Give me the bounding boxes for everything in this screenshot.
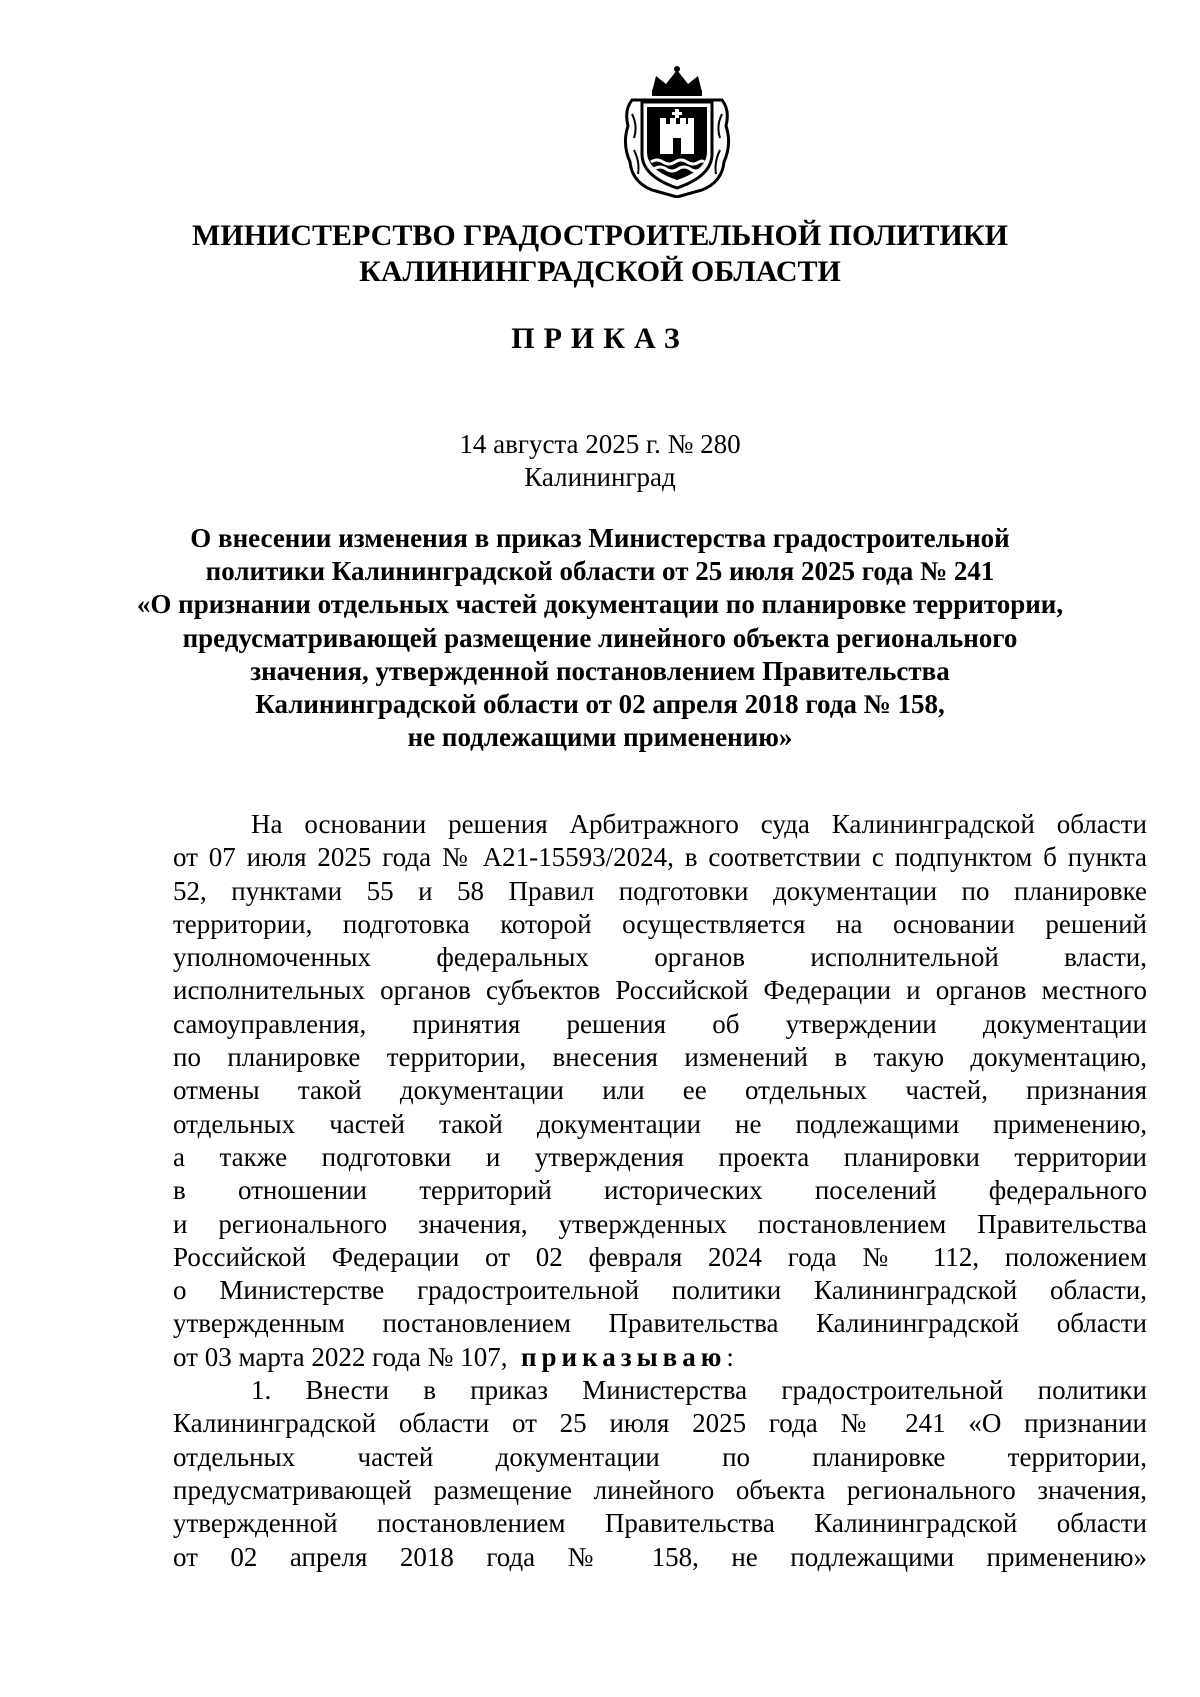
ministry-name-line: КАЛИНИНГРАДСКОЙ ОБЛАСТИ <box>359 255 841 288</box>
document-date-block <box>100 428 1100 494</box>
preamble-line: отдельных частей такой документации не подлежащими применению, <box>173 1108 1147 1139</box>
item-1-line: отдельных частей документации по планировке территории, <box>173 1441 1147 1472</box>
ministry-name <box>100 218 1100 290</box>
item-1-line: предусматривающей размещение линейного объекта регионального значения, <box>173 1474 1147 1505</box>
coat-of-arms-icon <box>618 66 736 198</box>
document-subject <box>100 522 1100 754</box>
preamble-line: в отношении территорий исторических поселений федерального <box>173 1175 1147 1206</box>
item-1-line: 1. Внести в приказ Министерства градостроительной политики <box>251 1375 1147 1406</box>
item-1-line: утвержденной постановлением Правительства Калининградской области <box>173 1508 1147 1539</box>
preamble-line: На основании решения Арбитражного суда Калининградской области <box>251 809 1147 839</box>
order-verb-punct: : <box>726 1341 734 1372</box>
subject-line: предусматривающей размещение линейного объекта регионального <box>182 622 1018 653</box>
preamble-line: исполнительных органов субъектов Российской Федерации и органов местного <box>173 975 1147 1006</box>
preamble-line: о Министерстве градостроительной политики Калининградской области, <box>173 1275 1147 1306</box>
preamble-line: от 07 июля 2025 года № А21-15593/2024, в соответствии с подпунктом б пункта <box>173 842 1147 873</box>
subject-line: политики Калининградской области от 25 июля 2025 года № 241 <box>205 556 995 587</box>
preamble-line: Российской Федерации от 02 февраля 2024 года № 112, положением <box>173 1241 1147 1272</box>
document-body <box>173 808 1147 1574</box>
preamble-final-line <box>173 1341 1147 1374</box>
order-verb: приказываю <box>520 1341 727 1372</box>
preamble-line: самоуправления, принятия решения об утверждении документации <box>173 1008 1147 1039</box>
subject-line: О внесении изменения в приказ Министерства градостроительной <box>190 523 1010 553</box>
ministry-name-line: МИНИСТЕРСТВО ГРАДОСТРОИТЕЛЬНОЙ ПОЛИТИКИ <box>192 219 1008 252</box>
document-city: Калининград <box>524 462 676 492</box>
item-1-line: Калининградской области от 25 июля 2025 года № 241 «О признании <box>173 1408 1147 1439</box>
subject-line: Калининградской области от 02 апреля 2018 года № 158, <box>255 689 945 720</box>
preamble-line: отмены такой документации или ее отдельных частей, признания <box>173 1075 1147 1106</box>
subject-line: «О признании отдельных частей документации по планировке территории, <box>136 589 1064 620</box>
subject-line: не подлежащими применению» <box>407 722 793 753</box>
preamble-line: по планировке территории, внесения изменений в такую документацию, <box>173 1042 1147 1073</box>
document-type-title: ПРИКАЗ <box>511 322 689 355</box>
preamble-line: утвержденным постановлением Правительства Калининградской области <box>173 1308 1147 1339</box>
item-1-line: от 02 апреля 2018 года № 158, не подлежащими применению» <box>173 1541 1147 1572</box>
preamble-line: уполномоченных федеральных органов исполнительной власти, <box>173 942 1147 973</box>
preamble-final-text: от 03 марта 2022 года № 107, <box>173 1341 508 1372</box>
preamble-line: территории, подготовка которой осуществляется на основании решений <box>173 908 1147 939</box>
preamble-line: и регионального значения, утвержденных постановлением Правительства <box>173 1208 1147 1239</box>
document-date-number: 14 августа 2025 г. № 280 <box>459 429 741 459</box>
preamble-line: 52, пунктами 55 и 58 Правил подготовки документации по планировке <box>173 875 1147 906</box>
subject-line: значения, утвержденной постановлением Правительства <box>250 655 950 686</box>
preamble-line: а также подготовки и утверждения проекта планировки территории <box>173 1141 1147 1172</box>
